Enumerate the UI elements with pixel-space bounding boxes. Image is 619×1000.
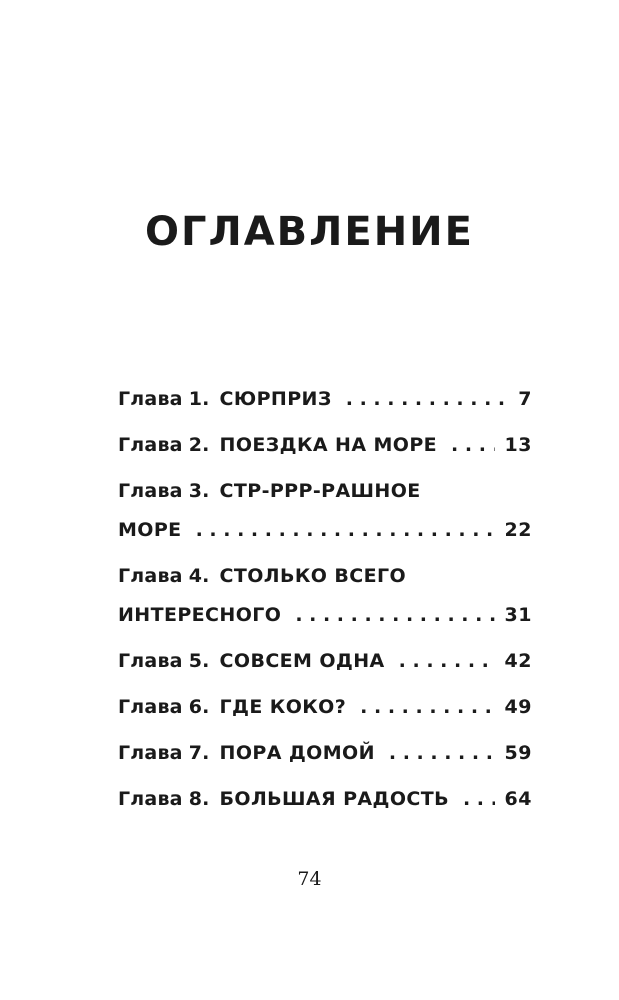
chapter-page-number: 64 [504,788,532,810]
toc-entry-line [118,646,532,676]
chapter-title: ПОРА ДОМОЙ [219,742,375,764]
chapter-number: 6. [188,696,210,718]
toc-entry-chapter-1[interactable] [118,384,532,414]
chapter-title: СЮРПРИЗ [219,388,332,410]
chapter-number: 4. [188,565,210,587]
dot-leader [389,738,495,768]
chapter-label [118,738,210,768]
chapter-label [118,784,210,814]
toc-entry-line-continued [118,515,532,545]
page-title: ОГЛАВЛЕНИЕ [145,209,474,255]
toc-entry-chapter-7[interactable] [118,738,532,768]
chapter-label [118,692,210,722]
chapter-label [118,430,210,460]
dot-leader [196,515,495,545]
chapter-number: 7. [188,742,210,764]
chapter-label [118,646,210,676]
chapter-page-number: 31 [504,604,532,626]
page-number-footer: 74 [297,868,322,890]
toc-entry-chapter-4[interactable] [118,561,532,630]
chapter-title-continued: МОРЕ [118,519,182,541]
chapter-title: СОВСЕМ ОДНА [219,650,385,672]
chapter-page-number: 13 [504,434,532,456]
toc-entry-line [118,738,532,768]
chapter-page-number: 59 [504,742,532,764]
dot-leader [451,430,495,460]
chapter-title: ГДЕ КОКО? [219,696,347,718]
chapter-page-number: 49 [504,696,532,718]
chapter-number: 1. [188,388,210,410]
toc-entry-line [118,784,532,814]
chapter-number: 5. [188,650,210,672]
toc-entry-chapter-8[interactable] [118,784,532,814]
toc-entry-line [118,384,532,414]
dot-leader [399,646,495,676]
toc-entry-chapter-5[interactable] [118,646,532,676]
toc-entry-chapter-2[interactable] [118,430,532,460]
chapter-word: Глава [118,696,183,718]
chapter-word: Глава [118,565,183,587]
chapter-label [118,476,210,506]
chapter-title: БОЛЬШАЯ РАДОСТЬ [219,788,449,810]
chapter-label [118,384,210,414]
chapter-number: 2. [188,434,210,456]
chapter-number: 8. [188,788,210,810]
chapter-word: Глава [118,742,183,764]
toc-entry-line [118,476,532,506]
toc-entry-line [118,692,532,722]
table-of-contents [118,384,532,830]
dot-leader [346,384,509,414]
chapter-title: СТР-РРР-РАШНОЕ [219,480,421,502]
dot-leader [295,600,494,630]
chapter-label [118,561,210,591]
chapter-word: Глава [118,788,183,810]
toc-entry-line-continued [118,600,532,630]
toc-entry-line [118,561,532,591]
chapter-title: СТОЛЬКО ВСЕГО [219,565,407,587]
chapter-page-number: 42 [504,650,532,672]
chapter-title: ПОЕЗДКА НА МОРЕ [219,434,438,456]
chapter-page-number: 7 [518,388,532,410]
chapter-word: Глава [118,434,183,456]
toc-entry-chapter-6[interactable] [118,692,532,722]
toc-entry-chapter-3[interactable] [118,476,532,545]
chapter-title-continued: ИНТЕРЕСНОГО [118,604,282,626]
toc-entry-line [118,430,532,460]
dot-leader [360,692,494,722]
chapter-number: 3. [188,480,210,502]
chapter-word: Глава [118,388,183,410]
chapter-word: Глава [118,650,183,672]
chapter-word: Глава [118,480,183,502]
chapter-page-number: 22 [504,519,532,541]
dot-leader [463,784,495,814]
